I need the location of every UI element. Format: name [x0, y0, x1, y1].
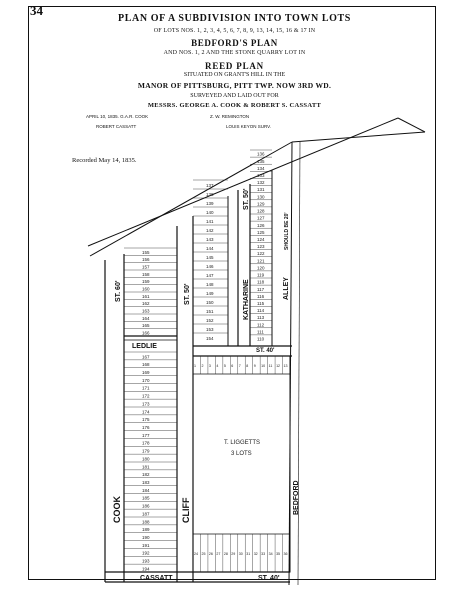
- lot-number: 181: [142, 464, 150, 470]
- lot-number: 135: [257, 158, 265, 164]
- lot-column-1: [124, 248, 177, 571]
- title-line-9: MESSRS. GEORGE A. COOK & ROBERT S. CASSATT: [147, 102, 322, 109]
- street-label-ledlie: LEDLIE: [132, 343, 157, 350]
- lot-number: 134: [257, 165, 265, 171]
- lot-number: 5: [223, 364, 226, 368]
- lot-number: 151: [206, 309, 214, 315]
- lot-number: 142: [206, 228, 214, 234]
- lot-number: 194: [142, 566, 150, 572]
- lot-number: 126: [257, 222, 265, 228]
- lot-number: 4: [216, 364, 219, 368]
- lot-number: 130: [257, 194, 265, 200]
- liggetts-block: [193, 356, 290, 572]
- lot-number: 29: [231, 552, 236, 556]
- lot-number: 113: [257, 315, 265, 321]
- lot-number: 182: [142, 472, 150, 478]
- lot-number: 174: [142, 409, 150, 415]
- title-line-2: OF LOTS NOS. 1, 2, 3, 4, 5, 6, 7, 8, 9, 13, 14, 15, 16 & 17 IN: [153, 28, 316, 34]
- lot-number: 162: [142, 301, 150, 307]
- lot-number: 168: [142, 362, 150, 368]
- lot-number: 139: [206, 201, 214, 207]
- lot-number: 119: [257, 272, 265, 278]
- lot-number: 138: [206, 192, 214, 198]
- lot-number: 164: [142, 315, 150, 321]
- street-label-st40: ST. 40': [256, 348, 275, 354]
- signature-name: ROBERT CASSATT: [96, 124, 137, 129]
- street-label-katharine: KATHARINE: [243, 279, 250, 320]
- lot-number: 12: [276, 364, 281, 368]
- lot-column-3: [250, 150, 272, 342]
- surveyor-name: Z. W. REMINGTON: [210, 114, 250, 119]
- page-number: 34: [30, 3, 43, 18]
- lot-number: 148: [206, 282, 214, 288]
- lot-number: 27: [216, 552, 221, 556]
- lot-number: 191: [142, 542, 150, 548]
- lot-number: 123: [257, 244, 265, 250]
- surveyor-name-2: LOUIS KEYON SURV.: [226, 124, 272, 129]
- street-label-shoulds: SHOULD BE 20': [284, 212, 290, 250]
- lot-number: 31: [246, 552, 251, 556]
- lot-number: 166: [142, 330, 150, 336]
- lot-number: 125: [257, 229, 265, 235]
- lot-number: 30: [238, 552, 243, 556]
- lot-number: 143: [206, 237, 214, 243]
- lot-number: 34: [268, 552, 273, 556]
- title-line-8: SURVEYED AND LAID OUT FOR: [190, 93, 279, 99]
- street-label-st50: ST. 50': [184, 283, 191, 305]
- lot-number: 173: [142, 401, 150, 407]
- lot-number: 149: [206, 291, 214, 297]
- lot-number: 156: [142, 257, 150, 263]
- lot-number: 121: [257, 258, 265, 264]
- liggetts-name: T. LIGGETTS: [224, 440, 261, 446]
- street-label-alley: ALLEY: [283, 277, 290, 300]
- lot-number: 110: [257, 336, 265, 342]
- lot-number: 131: [257, 187, 265, 193]
- lot-number: 183: [142, 480, 150, 485]
- lot-column-2: [193, 180, 228, 341]
- lot-number: 3: [208, 364, 211, 368]
- lot-number: 178: [142, 440, 150, 446]
- lot-number: 120: [257, 265, 265, 271]
- lot-number: 111: [257, 329, 264, 335]
- lot-number: 175: [142, 417, 150, 423]
- lot-number: 32: [253, 552, 258, 556]
- lot-number: 187: [142, 511, 150, 517]
- lot-number: 128: [257, 208, 265, 214]
- street-label-cook: COOK: [112, 496, 122, 523]
- lot-number: 169: [142, 370, 150, 375]
- lot-number: 114: [257, 308, 265, 314]
- title-line-6: SITUATED ON GRANT'S HILL IN THE: [183, 72, 286, 78]
- lot-number: 127: [257, 215, 265, 221]
- east-boundary-line: [292, 132, 425, 142]
- lot-number: 13: [283, 364, 288, 368]
- lot-number: 7: [238, 364, 241, 368]
- lot-number: 192: [142, 550, 150, 556]
- street-label-st60: ST. 60': [115, 280, 122, 302]
- lot-number: 140: [206, 210, 214, 216]
- street-label-cliff: CLIFF: [181, 497, 191, 523]
- bedford-inner-line: [298, 142, 300, 585]
- lot-number: 132: [257, 180, 265, 186]
- lot-number: 185: [142, 495, 150, 501]
- lot-number: 157: [142, 264, 150, 270]
- lot-number: 116: [257, 293, 265, 299]
- lot-number: 11: [268, 364, 273, 368]
- title-line-4: AND NOS. 1, 2 AND THE STONE QUARRY LOT IN: [163, 50, 306, 56]
- lot-number: 159: [142, 279, 150, 285]
- lot-number: 179: [142, 448, 150, 454]
- lot-number: 8: [246, 364, 249, 368]
- lot-number: 2: [201, 364, 204, 368]
- lot-number: 36: [283, 552, 288, 556]
- lot-number: 6: [231, 364, 234, 368]
- lot-number: 155: [142, 249, 150, 255]
- lot-number: 129: [257, 201, 265, 207]
- lot-number: 189: [142, 527, 150, 533]
- lot-number: 167: [142, 354, 150, 360]
- street-label-st50b: ST. 50': [243, 188, 250, 210]
- lot-number: 118: [257, 279, 265, 285]
- lot-number: 150: [206, 300, 214, 306]
- lot-number: 146: [206, 264, 214, 270]
- lot-number: 124: [257, 237, 265, 243]
- lot-number: 1: [194, 364, 196, 368]
- lot-number: 9: [253, 364, 256, 368]
- lot-number: 184: [142, 487, 150, 493]
- lot-number: 24: [194, 552, 198, 556]
- liggetts-top-lots: [193, 356, 288, 374]
- lot-number: 10: [261, 364, 266, 368]
- lot-number: 177: [142, 432, 150, 438]
- lot-number: 33: [261, 552, 266, 556]
- street-label-cassatt: CASSATT: [140, 575, 173, 582]
- lot-number: 180: [142, 456, 150, 462]
- lot-number: 136: [257, 151, 265, 157]
- street-label-bedford: BEDFORD: [293, 480, 300, 515]
- liggetts-bottom-lots: [193, 534, 288, 572]
- lot-number: 28: [223, 552, 228, 556]
- lot-number: 154: [206, 336, 214, 342]
- lot-number: 163: [142, 308, 150, 314]
- northeast-corner-line: [398, 118, 425, 132]
- lot-number: 122: [257, 251, 265, 257]
- lot-number: 161: [142, 293, 150, 299]
- title-line-1: PLAN OF A SUBDIVISION INTO TOWN LOTS: [118, 13, 351, 24]
- title-line-7: MANOR OF PITTSBURG, PITT TWP. NOW 3RD WD.: [137, 81, 332, 90]
- lot-number: 170: [142, 377, 150, 383]
- lot-number: 147: [206, 273, 214, 279]
- lot-number: 137: [206, 183, 214, 189]
- lot-number: 176: [142, 425, 150, 430]
- lot-number: 158: [142, 271, 150, 277]
- lot-number: 117: [257, 286, 265, 292]
- liggetts-lots: 3 LOTS: [231, 451, 252, 457]
- lot-number: 141: [206, 219, 214, 225]
- lot-number: 152: [206, 318, 214, 324]
- lot-number: 115: [257, 301, 265, 307]
- lot-number: 188: [142, 519, 150, 525]
- lot-number: 133: [257, 173, 265, 179]
- lot-number: 25: [201, 552, 206, 556]
- lot-number: 144: [206, 246, 214, 252]
- lot-number: 153: [206, 327, 214, 333]
- recorded-note: Recorded May 14, 1835.: [72, 157, 137, 164]
- lot-number: 165: [142, 323, 150, 329]
- lot-number: 35: [276, 552, 281, 556]
- title-line-5: REED PLAN: [205, 61, 264, 71]
- lot-number: 172: [142, 393, 150, 399]
- lot-number: 186: [142, 503, 150, 509]
- lot-number: 193: [142, 558, 150, 564]
- title-line-3: BEDFORD'S PLAN: [191, 38, 278, 48]
- signature-date: APRIL 10, 1835. G.A.R. COOK: [86, 114, 149, 119]
- lot-number: 160: [142, 286, 150, 292]
- lot-number: 26: [208, 552, 213, 556]
- lot-number: 171: [142, 385, 150, 391]
- lot-number: 112: [257, 322, 265, 328]
- lot-number: 145: [206, 255, 214, 261]
- street-label-st40b: ST. 40': [258, 575, 280, 582]
- lot-number: 190: [142, 535, 150, 540]
